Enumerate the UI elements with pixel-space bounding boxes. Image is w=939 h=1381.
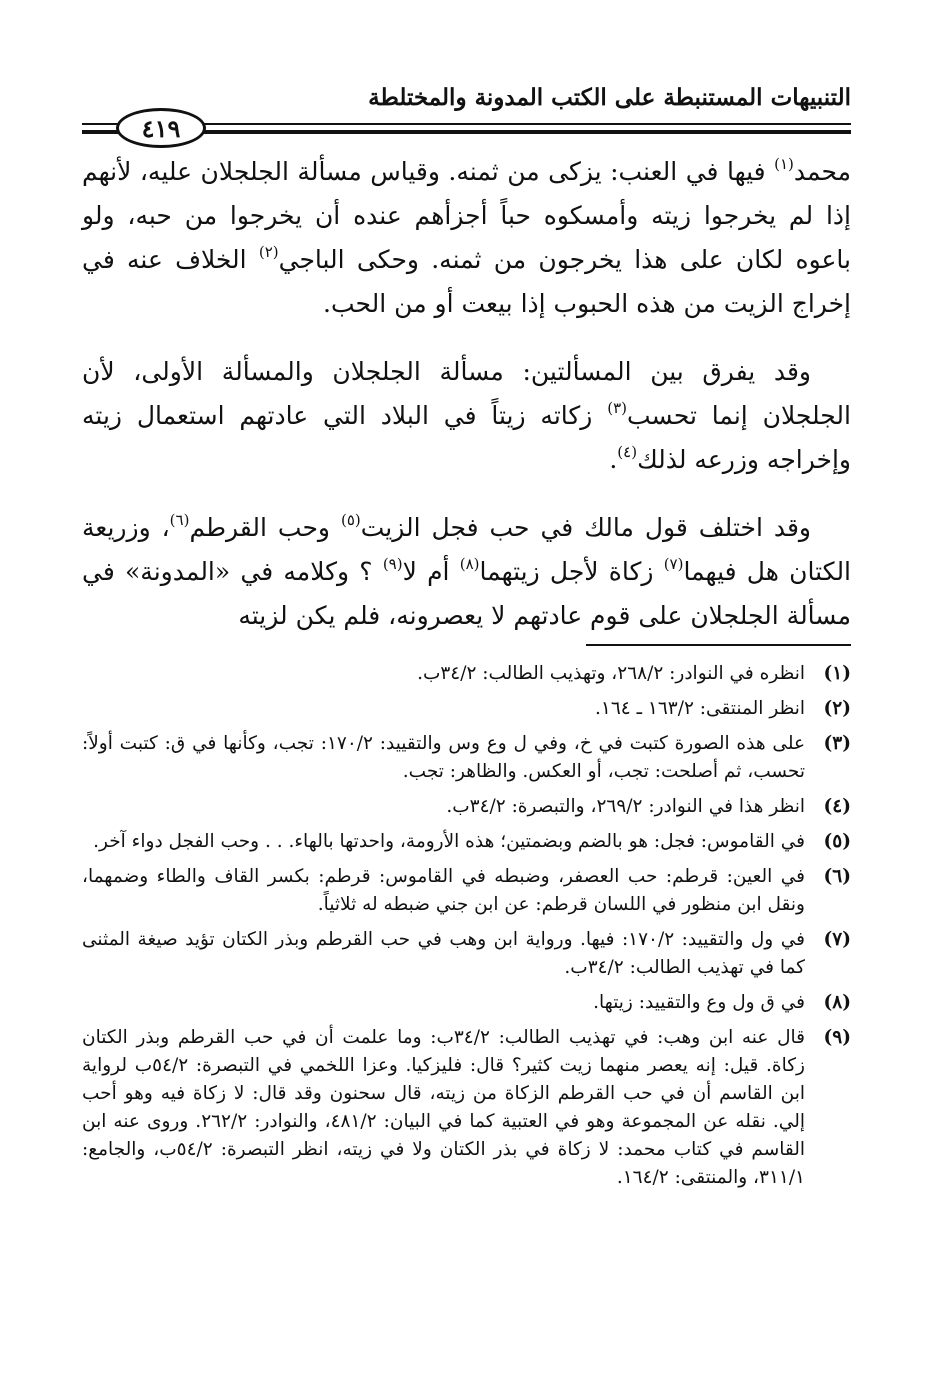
text-run: محمد <box>793 157 851 186</box>
footnote <box>82 863 851 919</box>
footnote-number: (٦) <box>823 866 851 887</box>
text-run: وقد يفرق بين المسألتين: مسألة الجلجلان والمسألة الأولى، لأن الجلجلان إنما تحسب <box>82 357 851 430</box>
footnote <box>82 1024 851 1192</box>
footnote-text: في ق ول وع والتقييد: زيتها. <box>593 992 805 1013</box>
footnote-number: (٧) <box>823 929 851 950</box>
footnote-text: انظر هذا في النوادر: ٢٦٩/٢، والتبصرة: ٣٤/٢ب. <box>446 796 805 817</box>
footnote-number: (٩) <box>823 1027 851 1048</box>
footnote-text: انظره في النوادر: ٢٦٨/٢، وتهذيب الطالب: ٣٤/٢ب. <box>417 663 805 684</box>
footnote <box>82 793 851 821</box>
text-run: زكاة لأجل زيتهما <box>479 557 664 586</box>
footnotes <box>82 660 851 1199</box>
footnote-ref: (٥) <box>340 511 361 529</box>
footnote <box>82 828 851 856</box>
footnote-text: في ول والتقييد: ١٧٠/٢: فيها. ورواية ابن وهب في حب القرطم وبذر الكتان تؤيد صيغة المثنى كما في تهذيب الطالب: ٣٤/٢ب. <box>82 929 805 978</box>
footnote-ref: (٢) <box>258 243 279 261</box>
footnote-number: (٨) <box>823 992 851 1013</box>
footnote-text: في العين: قرطم: حب العصفر، وضبطه في القاموس: قرطم: بكسر القاف والطاء وضمهما، ونقل ابن منظور في اللسان قرطم: عن ابن جني ضبطه له ثلاثياً. <box>82 866 805 915</box>
footnote-number: (٢) <box>823 698 851 719</box>
footnote-text: قال عنه ابن وهب: في تهذيب الطالب: ٣٤/٢ب: وما علمت أن في حب القرطم وبذر الكتان زكاة. قيل: إنه يعصر منهما زيت كثير؟ قال: فليزكيا. وعزا اللخمي في التبصرة: ٥٤/٢ب لرواية ابن القاسم أن في حب القرطم الزكاة من زيته، قال سحنون وقد قال: لا زكاة فيه وهو أحب إلي. نقله عن المجموعة وهو في العتبية كما في البيان: ٤٨١/٢، والنوادر: ٢٦٢/٢. وروى عنه ابن القاسم في كتاب محمد: لا زكاة في بذر الكتان ولا في زيته، انظر التبصرة: ٥٤/٢ب، والجامع: ٣١١/١، والمنتقى: ١٦٤/٢. <box>82 1027 806 1188</box>
main-text <box>82 150 851 662</box>
footnote-text: في القاموس: فجل: هو بالضم وبضمتين؛ هذه الأرومة، واحدتها بالهاء. . . وحب الفجل دواء آخر. <box>93 831 805 852</box>
footnote <box>82 926 851 982</box>
footnote-ref: (٨) <box>459 555 480 573</box>
footnote-number: (٥) <box>823 831 851 852</box>
text-run: ، وزريعة الكتان هل فيهما <box>82 513 852 586</box>
text-run: . <box>609 445 618 474</box>
text-run: ؟ وكلامه في «المدونة» في مسألة الجلجلان على قوم عادتهم لا يعصرونه، فلم يكن لزيته <box>82 557 851 630</box>
footnote-ref: (٣) <box>607 399 627 417</box>
header-title: التنبيهات المستنبطة على الكتب المدونة والمختلطة <box>368 84 851 111</box>
text-run: زكاته زيتاً في البلاد التي عادتهم استعمال زيته وإخراجه وزرعه لذلك <box>82 401 851 474</box>
footnote-ref: (٤) <box>617 443 638 461</box>
paragraph <box>82 506 851 638</box>
footnote-ref: (٩) <box>382 555 403 573</box>
footnote-number: (٣) <box>823 733 851 754</box>
footnote-number: (١) <box>823 663 851 684</box>
paragraph <box>82 150 851 326</box>
footnote-ref: (٧) <box>663 555 684 573</box>
footnote-ref: (٦) <box>169 511 190 529</box>
footnote <box>82 989 851 1017</box>
footnote-separator <box>586 644 851 646</box>
footnote <box>82 660 851 688</box>
page-number: ٤١٩ <box>116 108 206 148</box>
running-header <box>82 84 851 143</box>
text-run: وقد اختلف قول مالك في حب فجل الزيت <box>360 513 811 542</box>
footnote <box>82 730 851 786</box>
text-run: فيها في العنب: يزكى من ثمنه. وقياس مسألة الجلجلان عليه، لأنهم إذا لم يخرجوا زيته وأمسكوه حباً أجزأهم عنده أن يخرجوا من حبه، ولو باعوه لكان على هذا يخرجون من ثمنه. وحكى الباجي <box>82 157 852 274</box>
footnote-text: على هذه الصورة كتبت في خ، وفي ل وع وس والتقييد: ١٧٠/٢: تجب، وكأنها في ق: كتبت أولاً: تحسب، ثم أصلحت: تجب، أو العكس. والظاهر: تجب. <box>82 733 806 782</box>
text-run: وحب القرطم <box>189 513 341 542</box>
footnote-ref: (١) <box>774 155 794 173</box>
footnote-text: انظر المنتقى: ١٦٣/٢ ـ ١٦٤. <box>595 698 805 719</box>
paragraph <box>82 350 851 482</box>
footnote-number: (٤) <box>823 796 851 817</box>
text-run: الخلاف عنه في إخراج الزيت من هذه الحبوب إذا بيعت أو من الحب. <box>82 245 851 318</box>
footnote <box>82 695 851 723</box>
text-run: أم لا <box>402 557 460 586</box>
